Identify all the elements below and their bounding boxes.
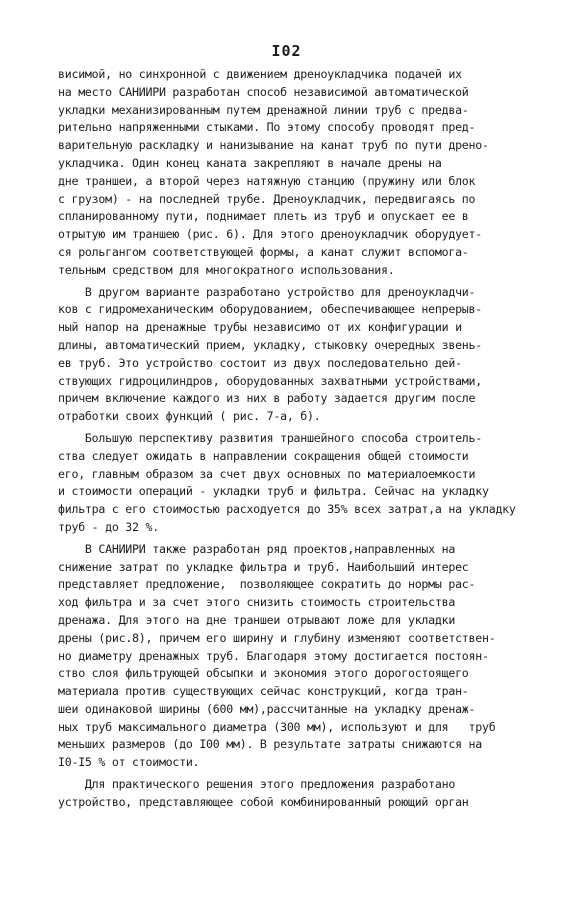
text-line: ев труб. Это устройство состоит из двух последовательно дей- bbox=[58, 355, 462, 370]
text-line: ся рольгангом соответствующей формы, а канат служит вспомога- bbox=[58, 244, 469, 259]
text-line: ство слоя фильтрующей обсыпки и экономия этого дорогостоящего bbox=[58, 666, 469, 681]
text-line: и стоимости операций - укладки труб и фильтра. Сейчас на укладку bbox=[58, 484, 489, 499]
text-line: В САНИИРИ также разработан ряд проектов,направленных на bbox=[58, 541, 456, 556]
text-line: длины, автоматический прием, укладку, стыковку очередных звень- bbox=[58, 337, 482, 352]
body-text bbox=[58, 66, 528, 812]
paragraph bbox=[58, 66, 528, 280]
text-line: шеи одинаковой ширины (600 мм),рассчитанные на укладку дренаж- bbox=[58, 701, 476, 716]
text-line: причем включение каждого из них в работу задается другим после bbox=[58, 391, 476, 406]
text-line: тельным средством для многократного использования. bbox=[58, 262, 395, 277]
text-line: снижение затрат по укладке фильтра и труб. Наибольший интерес bbox=[58, 559, 469, 574]
text-line: ства следует ожидать в направлении сокращения общей стоимости bbox=[58, 448, 469, 463]
text-line: но диаметру дренажных труб. Благодаря этому достигается постоян- bbox=[58, 648, 489, 663]
text-line: фильтра с его стоимостью расходуется до 35% всех затрат,а на укладку bbox=[58, 502, 516, 517]
text-line: его, главным образом за счет двух основных по материалоемкости bbox=[58, 466, 476, 481]
text-line: рительно напряженными стыками. По этому способу проводят пред- bbox=[58, 120, 476, 135]
text-line: отработки своих функций ( рис. 7-а, б). bbox=[58, 409, 321, 424]
text-line: дне траншеи, а второй через натяжную станцию (пружину или блок bbox=[58, 173, 476, 188]
text-line: устройство, представляющее собой комбинированный роющий орган bbox=[58, 794, 469, 809]
text-line: с грузом) - на последней трубе. Дреноукладчик, передвигаясь по bbox=[58, 191, 476, 206]
text-line: ков с гидромеханическим оборудованием, обеспечивающее непрерыв- bbox=[58, 302, 482, 317]
text-line: спланированному пути, поднимает плеть из труб и опускает ее в bbox=[58, 209, 469, 224]
text-line: ствующих гидроцилиндров, оборудованных захватными устройствами, bbox=[58, 373, 482, 388]
text-line: укладчика. Один конец каната закрепляют в начале дрены на bbox=[58, 155, 442, 170]
text-line: отрытую им траншею (рис. 6). Для этого дреноукладчик оборудует- bbox=[58, 227, 482, 242]
text-line: ных труб максимального диаметра (300 мм), используют и для труб bbox=[58, 719, 496, 734]
text-line: представляет предложение, позволяющее сократить до нормы рас- bbox=[58, 577, 476, 592]
text-line: материала против существующих сейчас конструкций, когда тран- bbox=[58, 684, 469, 699]
text-line: варительную раскладку и нанизывание на канат труб по пути дрено- bbox=[58, 138, 489, 153]
page-number: I02 bbox=[271, 42, 302, 60]
text-line: ход фильтра и за счет этого снизить стоимость строительства bbox=[58, 595, 456, 610]
paragraph bbox=[58, 430, 528, 537]
text-line: труб - до 32 %. bbox=[58, 519, 159, 534]
paragraph bbox=[58, 541, 528, 772]
text-line: В другом варианте разработано устройство для дреноукладчи- bbox=[58, 284, 476, 299]
text-line: ный напор на дренажные трубы независимо от их конфигурации и bbox=[58, 320, 462, 335]
text-line: укладки механизированным путем дренажной линии труб с предва- bbox=[58, 102, 469, 117]
text-line: Для практического решения этого предложения разработано bbox=[58, 777, 456, 792]
text-line: дренажа. Для этого на дне траншеи отрывают ложе для укладки bbox=[58, 612, 456, 627]
text-line: Большую перспективу развития траншейного способа строитель- bbox=[58, 430, 482, 445]
text-line: висимой, но синхронной с движением дреноукладчика подачей их bbox=[58, 67, 462, 81]
text-line: на место САНИИРИ разработан способ независимой автоматической bbox=[58, 84, 469, 99]
paragraph bbox=[58, 776, 528, 812]
text-line: дрены (рис.8), причем его ширину и глубину изменяют соответствен- bbox=[58, 630, 496, 645]
text-line: меньших размеров (до I00 мм). В результате затраты снижаются на bbox=[58, 737, 482, 752]
text-line: I0-I5 % от стоимости. bbox=[58, 755, 200, 770]
paragraph bbox=[58, 284, 528, 426]
